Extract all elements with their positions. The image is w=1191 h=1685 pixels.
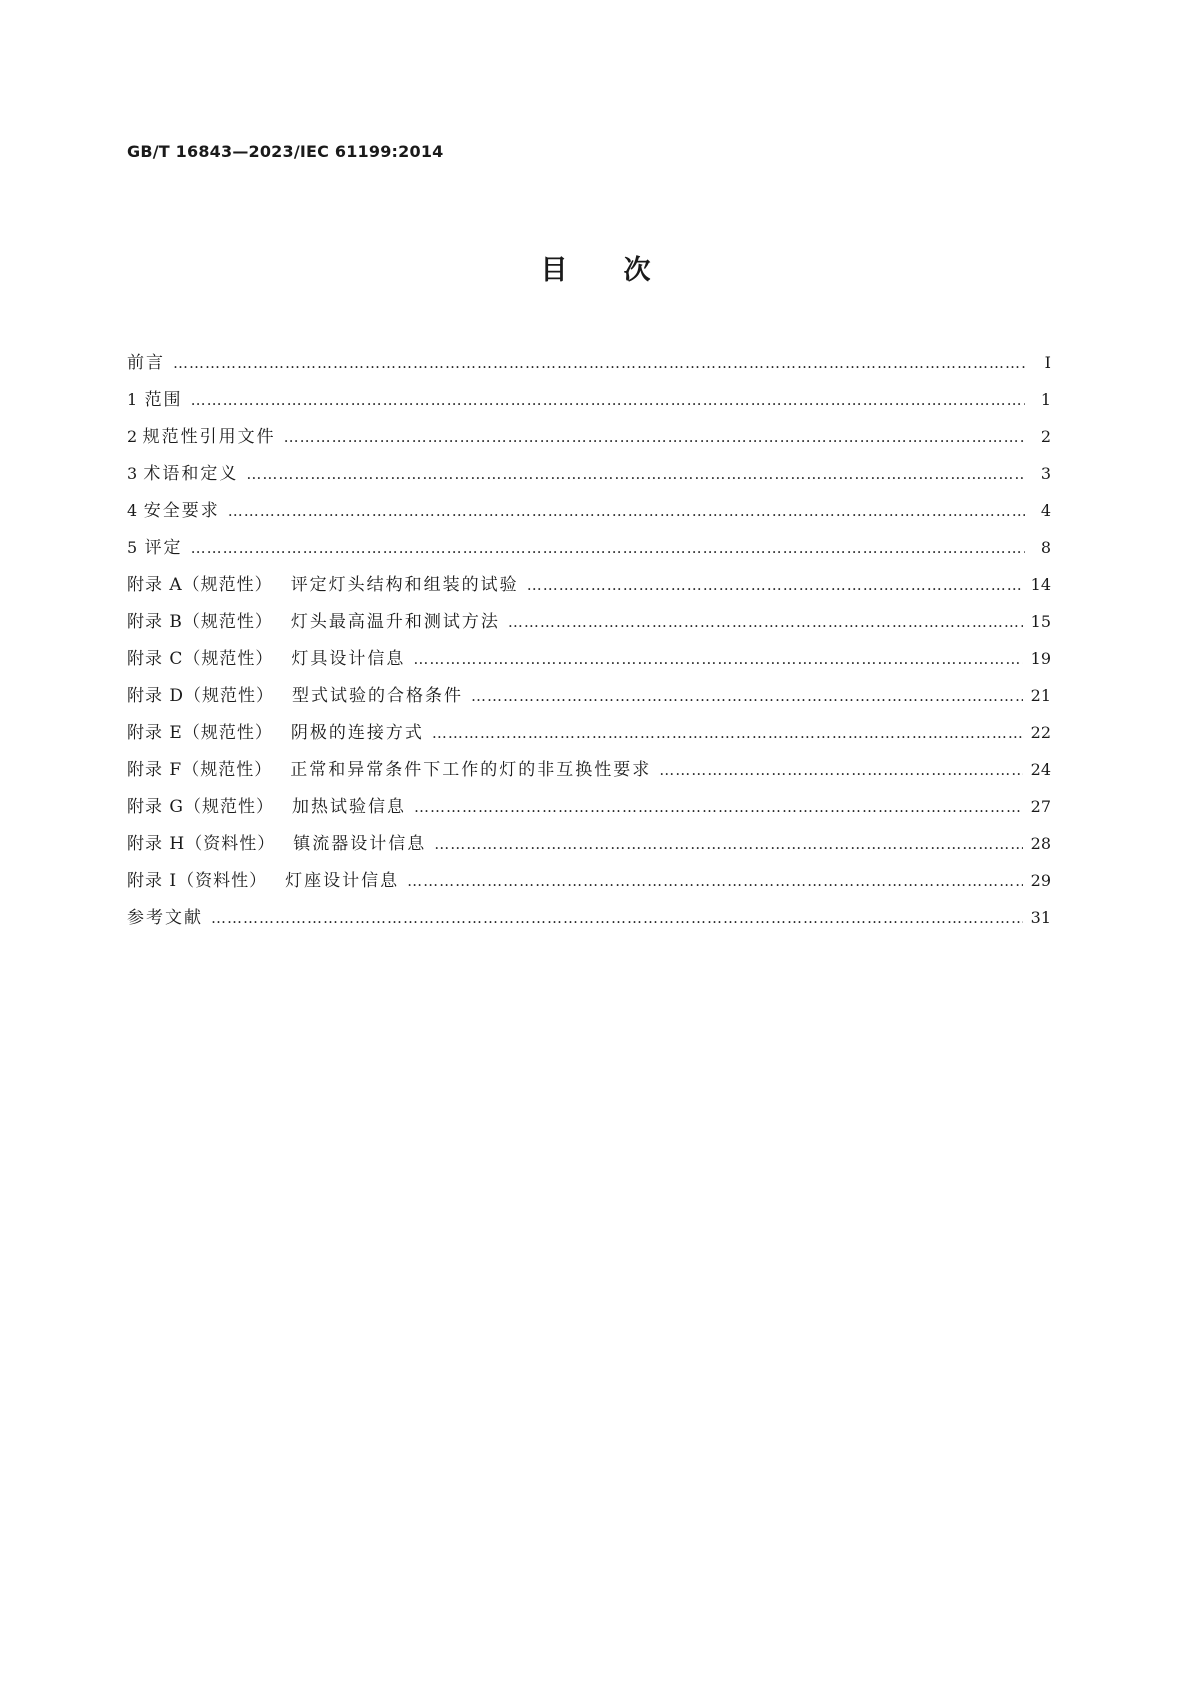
toc-page-number: 3 <box>1040 464 1051 483</box>
toc-page-number: 14 <box>1030 575 1051 594</box>
toc-leader-dots <box>413 641 1022 678</box>
toc-section-number: 4 <box>127 501 138 520</box>
toc-entry-terms-definitions[interactable] <box>127 455 1051 492</box>
toc-annex-label: 附录 H（资料性） <box>127 834 276 854</box>
toc-leader-dots <box>471 678 1023 715</box>
toc-leader-dots <box>246 456 1025 493</box>
toc-entry-annex-a[interactable] <box>127 566 1051 603</box>
toc-annex-label: 附录 I（资料性） <box>127 871 268 891</box>
toc-entry-label: 安全要求 <box>143 501 220 521</box>
toc-section-number: 1 <box>127 390 138 409</box>
toc-annex-title: 灯具设计信息 <box>291 649 406 669</box>
toc-leader-dots <box>191 530 1025 567</box>
toc-page-number: 4 <box>1040 501 1051 520</box>
toc-annex-title: 正常和异常条件下工作的灯的非互换性要求 <box>290 760 652 780</box>
toc-page-number: 22 <box>1030 723 1051 742</box>
toc-entry-label: 评定 <box>144 538 183 558</box>
toc-entry-label: 前言 <box>127 353 165 373</box>
toc-entry-label: 范围 <box>144 390 183 410</box>
toc-entry-annex-i[interactable] <box>127 862 1051 899</box>
toc-annex-label: 附录 E（规范性） <box>127 723 273 743</box>
toc-entry-assessment[interactable] <box>127 529 1051 566</box>
toc-annex-title: 灯座设计信息 <box>285 871 400 891</box>
toc-annex-title: 评定灯头结构和组装的试验 <box>290 575 519 595</box>
toc-leader-dots <box>432 715 1023 752</box>
toc-entry-annex-g[interactable] <box>127 788 1051 825</box>
toc-page-number: 28 <box>1030 834 1051 853</box>
toc-entry-annex-h[interactable] <box>127 825 1051 862</box>
toc-page-number: 1 <box>1040 390 1051 409</box>
toc-entry-label: 参考文献 <box>127 908 203 928</box>
toc-annex-title: 灯头最高温升和测试方法 <box>290 612 500 632</box>
toc-annex-title: 镇流器设计信息 <box>293 834 427 854</box>
toc-entry-annex-b[interactable] <box>127 603 1051 640</box>
toc-entry-annex-f[interactable] <box>127 751 1051 788</box>
toc-page-number: 19 <box>1030 649 1051 668</box>
toc-annex-label: 附录 G（规范性） <box>127 797 274 817</box>
toc-annex-label: 附录 A（规范性） <box>127 575 273 595</box>
toc-entry-normative-references[interactable] <box>127 418 1051 455</box>
toc-entry-annex-e[interactable] <box>127 714 1051 751</box>
toc-entry-annex-d[interactable] <box>127 677 1051 714</box>
toc-page-number: 24 <box>1030 760 1051 779</box>
toc-page-number: 31 <box>1030 908 1051 927</box>
toc-section-number: 5 <box>127 538 138 557</box>
toc-page-number: 15 <box>1030 612 1051 631</box>
toc-annex-label: 附录 D（规范性） <box>127 686 275 706</box>
toc-annex-title: 加热试验信息 <box>291 797 406 817</box>
toc-annex-label: 附录 F（规范性） <box>127 760 273 780</box>
toc-page-number: 29 <box>1030 871 1051 890</box>
toc-leader-dots <box>211 900 1023 937</box>
toc-page-number: 2 <box>1040 427 1051 446</box>
toc-section-number: 3 <box>127 464 138 483</box>
toc-leader-dots <box>284 419 1025 456</box>
toc-list <box>127 344 1051 936</box>
toc-entry-safety-requirements[interactable] <box>127 492 1051 529</box>
toc-leader-dots <box>659 752 1022 789</box>
toc-annex-label: 附录 C（规范性） <box>127 649 274 669</box>
toc-entry-label: 规范性引用文件 <box>142 427 276 447</box>
toc-page-number: 27 <box>1030 797 1051 816</box>
toc-annex-label: 附录 B（规范性） <box>127 612 273 632</box>
toc-title: 目次 <box>540 255 707 286</box>
toc-annex-title: 型式试验的合格条件 <box>292 686 464 706</box>
toc-leader-dots <box>191 382 1025 419</box>
toc-leader-dots <box>414 789 1023 826</box>
toc-page-number: 8 <box>1040 538 1051 557</box>
toc-entry-label: 术语和定义 <box>143 464 239 484</box>
toc-page-number: 21 <box>1030 686 1051 705</box>
toc-leader-dots <box>173 345 1025 382</box>
document-code: GB/T 16843—2023/IEC 61199:2014 <box>127 142 444 161</box>
toc-entry-bibliography[interactable] <box>127 899 1051 936</box>
toc-annex-title: 阴极的连接方式 <box>290 723 424 743</box>
toc-leader-dots <box>228 493 1025 530</box>
toc-page-number: Ⅰ <box>1044 353 1051 372</box>
toc-leader-dots <box>527 567 1023 604</box>
toc-entry-scope[interactable] <box>127 381 1051 418</box>
toc-entry-foreword[interactable] <box>127 344 1051 381</box>
toc-entry-annex-c[interactable] <box>127 640 1051 677</box>
toc-leader-dots <box>508 604 1023 641</box>
toc-leader-dots <box>434 826 1022 863</box>
toc-section-number: 2 <box>127 427 138 446</box>
toc-leader-dots <box>407 863 1023 900</box>
